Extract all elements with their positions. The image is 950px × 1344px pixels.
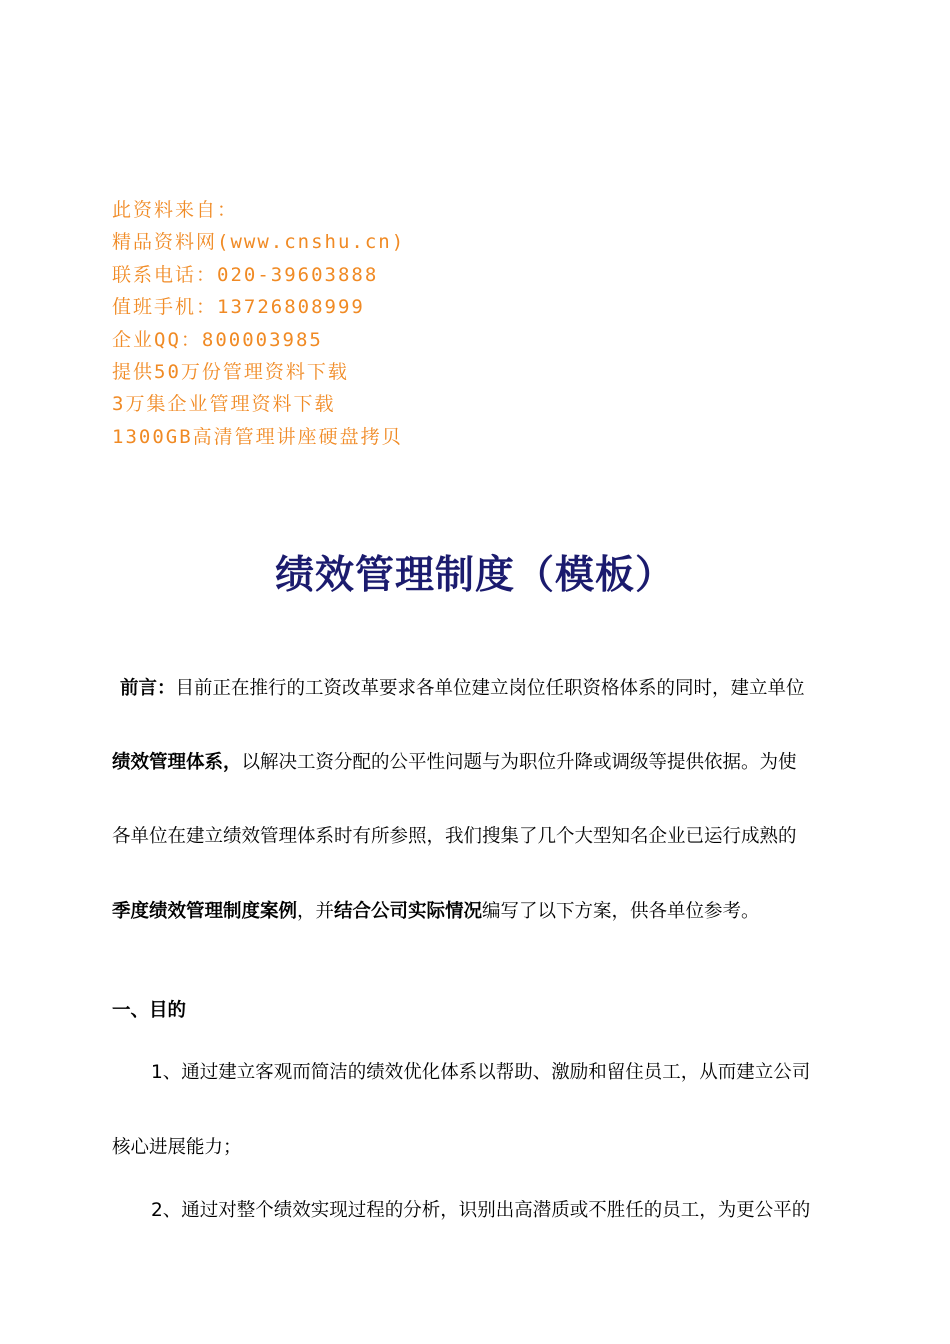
section-1-item-1-line-1: 1、通过建立客观而简洁的绩效优化体系以帮助、激励和留住员工，从而建立公司 xyxy=(151,1062,811,1083)
preface-line-4-mid: ，并 xyxy=(297,901,335,922)
preface-line-4-text: 编写了以下方案，供各单位参考。 xyxy=(482,901,760,922)
source-line-mobile: 值班手机：13726808999 xyxy=(112,296,365,319)
preface-line-3: 各单位在建立绩效管理体系时有所参照，我们搜集了几个大型知名企业已运行成熟的 xyxy=(112,826,797,847)
source-line-phone: 联系电话：020-39603888 xyxy=(112,263,379,286)
preface-line-2 xyxy=(112,747,840,779)
preface-line-4 xyxy=(112,896,840,928)
preface-line-4-bold-2: 结合公司实际情况 xyxy=(334,901,483,922)
source-line-offer-1: 提供50万份管理资料下载 xyxy=(112,360,349,383)
preface-line-2-text: 以解决工资分配的公平性问题与为职位升降或调级等提供依据。为使 xyxy=(241,752,797,773)
source-line-qq: 企业QQ：800003985 xyxy=(112,328,323,351)
preface-line-2-bold: 绩效管理体系， xyxy=(112,752,242,773)
source-line-offer-2: 3万集企业管理资料下载 xyxy=(112,393,336,416)
source-line-website: 精品资料网(www.cnshu.cn) xyxy=(112,231,406,254)
preface-line-1 xyxy=(120,673,840,705)
preface-line-1-text: 目前正在推行的工资改革要求各单位建立岗位任职资格体系的同时，建立单位 xyxy=(175,678,805,699)
section-1-item-1-line-2: 核心进展能力； xyxy=(112,1137,242,1158)
preface-line-4-bold-1: 季度绩效管理制度案例 xyxy=(112,901,298,922)
source-line-offer-3: 1300GB高清管理讲座硬盘拷贝 xyxy=(112,425,403,448)
section-1-item-2-line-1: 2、通过对整个绩效实现过程的分析，识别出高潜质或不胜任的员工，为更公平的 xyxy=(151,1200,811,1221)
preface-label: 前言： xyxy=(120,678,176,699)
source-line-origin: 此资料来自： xyxy=(112,199,239,221)
source-info-block xyxy=(112,194,632,453)
document-title: 绩效管理制度（模板） xyxy=(274,553,675,598)
section-1-heading: 一、目的 xyxy=(112,1000,187,1021)
